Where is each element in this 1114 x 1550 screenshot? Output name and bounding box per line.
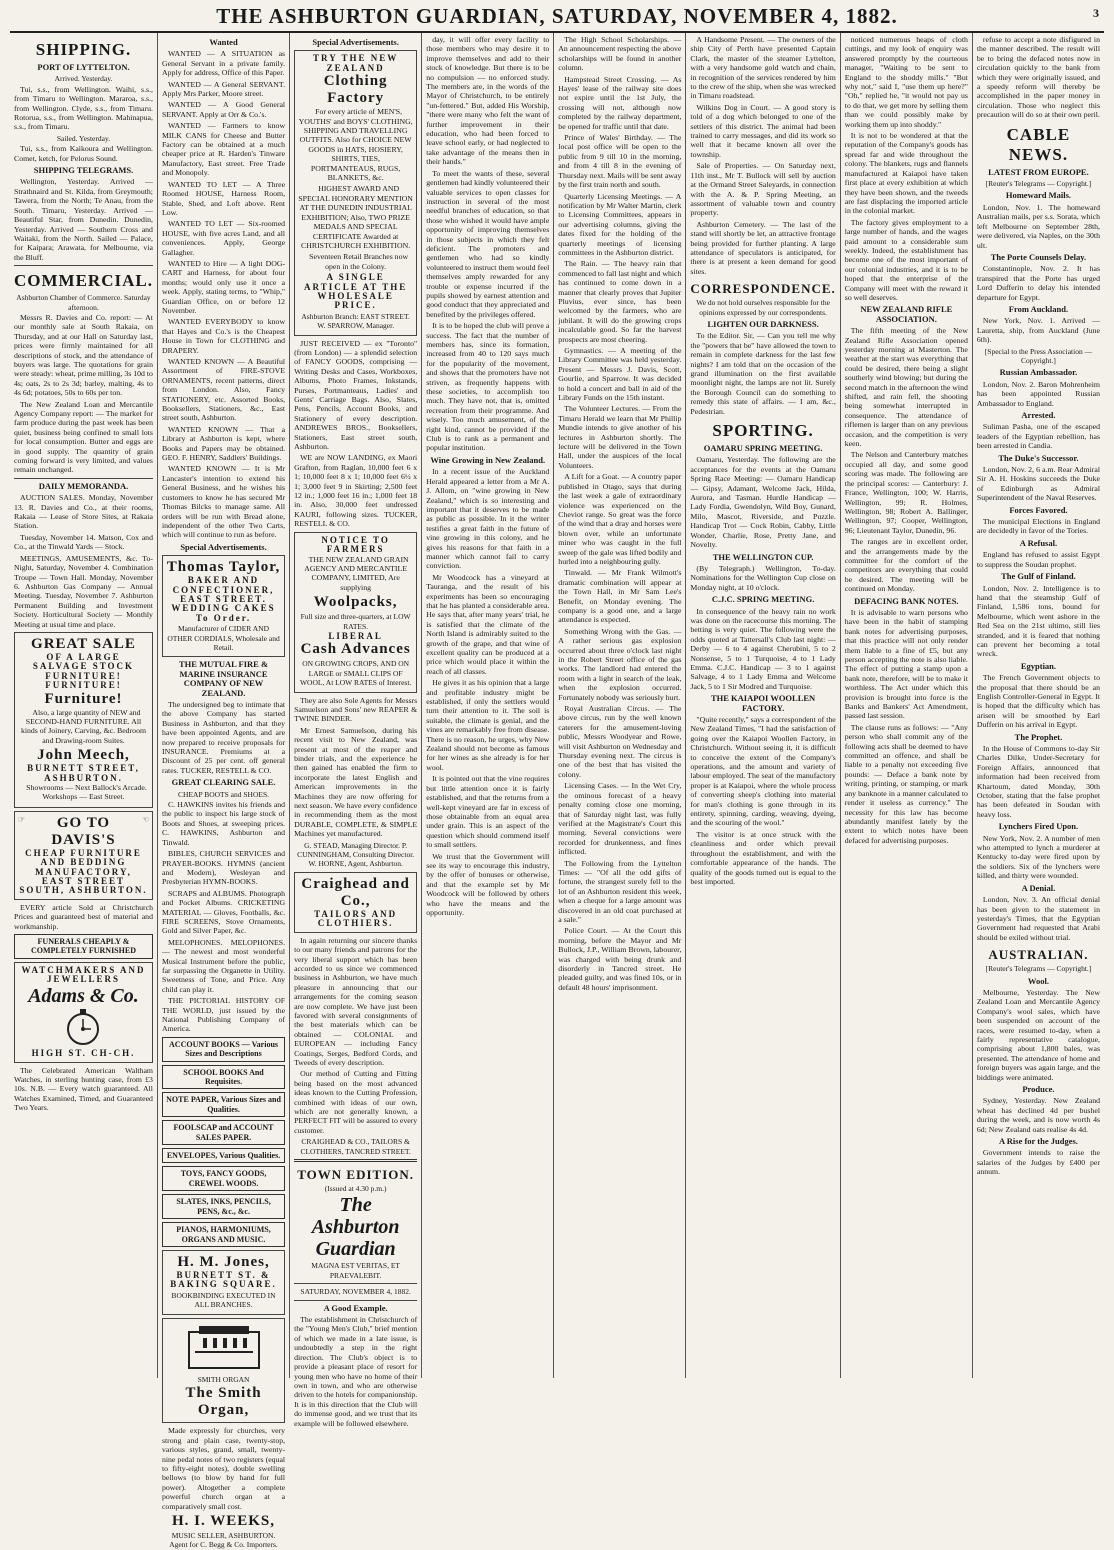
pointing-hand-icon: ☞	[18, 814, 25, 824]
davis-subtitle: CHEAP FURNITURE AND BEDDING MANUFACTORY, EAST STREET SOUTH, ASHBURTON.	[19, 847, 148, 896]
news-item: The Volunteer Lectures. — From the Timaru Herald we learn that Mr Phillip Mundie intends to give another of his lectures in Ashburton shortly. The lecture will be delivered in the Town Hall, under the auspices of the local Volunteers.	[558, 404, 682, 470]
kaiapoi-text-2: The visitor is at once struck with the cleanliness and order which prevail throughout the establishment, and with the comfortable appearance of the hands. The quality of the goods turned out is equal to the best imported.	[690, 829, 836, 886]
daily-memoranda-heading: DAILY MEMORANDA.	[38, 480, 129, 491]
mutual-title: THE MUTUAL FIRE & MARINE INSURANCE COMPANY OF NEW ZEALAND.	[179, 659, 269, 698]
column-8	[973, 33, 1104, 1378]
sale-text: Also, a large quantity of NEW and SECOND-HAND FURNITURE. All kinds of Joinery, Carving, &c. Bedroom and Drawing-room Suites.	[20, 707, 147, 745]
bank-notes-heading: DEFACING BANK NOTES.	[854, 595, 959, 606]
daily-text-1: AUCTION SALES. Monday, November 13. R. Davies and Co., at their rooms, Rakaia — Lease of Store Sites, at Rakaia Station.	[14, 493, 153, 531]
wellington-cup-heading: THE WELLINGTON CUP.	[712, 551, 814, 562]
guardian-motto: MAGNA EST VERITAS, ET PRAEVALEBIT.	[311, 1261, 400, 1280]
telegrams-subheading: SHIPPING TELEGRAMS.	[33, 165, 134, 176]
clothing-title: Clothing Factory	[323, 73, 388, 107]
news-item: The High School Scholarships. — An announcement respecting the above scholarships will be found in another column.	[558, 35, 682, 73]
divider	[294, 1159, 417, 1162]
cash-advances-title: Cash Advances	[300, 641, 411, 658]
news-item: A Handsome Present. — The owners of the ship City of Perth have presented Captain Clark, the master of the steamer Lyttelton, with a very handsome gold watch and chain, in recognition of the services rendered by him to the crew of the ship, when she was wrecked in Timaru roadstead.	[690, 35, 836, 101]
scraps-text: SCRAPS and ALBUMS. Photograph and Pocket Albums. CRICKETING MATERIAL — Gloves, Footballs, &c. FIRE SCREENS, Stove Ornaments, Gold and Silver Paper, &c.	[161, 888, 286, 936]
melophones-text: MELOPHONES. MELOPHONES. — The newest and most wonderful Musical Instrument before the public, far surpassing the Organette in Utility. Sweetness of Tone, and Price. Any child can play it.	[161, 937, 286, 994]
divider	[294, 1283, 417, 1284]
news-item: A Lift for a Goat. — A country paper published in Otago, says that during the last week a gale of extraordinary violence was experienced on the Cheviot range. So great was the force of the wind that a dray and horses were blown over, while an unfortunate miner who was caught in the full sweep of the gale was lifted bodily and hurled into a neighbouring gully.	[558, 472, 682, 566]
note-paper-box: NOTE PAPER, Various Sizes and Qualities.	[162, 1092, 285, 1117]
craighead-text: In again returning our sincere thanks to our many friends and patrons for the very liberal support which has been accorded to us since we commenced business in Ashburton, we have much pleasure in announcing that our arrangements for the coming season are now complete. We have just been favored with several consignments of the best materials which can be obtained — COLONIAL and EUROPEAN — including Fancy Coatings, Serges, Bedford Cords, and Tweeds of every description.	[294, 935, 418, 1067]
cable-subheading: The Porte Counsels Delay.	[990, 251, 1087, 262]
cable-text: London, Nov. 2. Intelligence is to hand that the steamship Gulf of Finland, 1,586 tons, bound for Melbourne, which went ashore in the Red Sea on the 21st ultimo, still lies stranded, and it is feared that nothing can prevent her becoming a total wreck.	[976, 583, 1100, 659]
taylor-trade: BAKER AND CONFECTIONER, EAST STREET.	[172, 575, 275, 604]
article-text: It is to be hoped the club will prove a success. The fact that the number of members has, since its formation, increased from 40 to 120 says much for the popularity of the movement, and shows that the promoters have not striven, as frequently happens with these societies, to accomplish too much. They have not, that is, omitted recreation from their programme. And wisely. Too much amusement, of the right kind, cannot be provided if the Club is to rank as a permanent and popular institution.	[426, 321, 550, 453]
commercial-caption: Ashburton Chamber of Commerce. Saturday afternoon.	[16, 293, 151, 312]
watchmakers-ad	[14, 962, 153, 1063]
daily-text-3: MEETINGS, AMUSEMENTS, &c. To-Night, Saturday, November 4. Combination Troupe — Town Hall. Monday, November 6. Ashburton Gas Company — Annual Meeting. Tuesday, November 7. Ashburton Permanent Building and Investment Society. Horticultural Society — Monthly Meeting at usual time and place.	[14, 553, 153, 629]
adams-logo-text: Adams & Co.	[28, 984, 139, 1007]
newspaper-page	[10, 0, 1104, 1550]
wanted-ad: WANTED — A SITUATION as General Servant in a private family. Apply for address, Office of this Paper.	[161, 49, 286, 78]
australian-caption: [Reuter's Telegrams — Copyright.]	[985, 964, 1092, 974]
rifle-association-heading: NEW ZEALAND RIFLE ASSOCIATION.	[860, 304, 953, 324]
wanted-ad: WANTED KNOWN — A Beautiful Assortment of FIRE-STOVE ORNAMENTS, recent patterns, direct from London. Also, Fancy STATIONERY, etc. Assorted Books, Booksellers, Stationers, &c., East street south, Ashburton.	[161, 357, 286, 423]
cjc-heading: C.J.C. SPRING MEETING.	[711, 594, 815, 605]
watchmakers-address: HIGH ST. CH-CH.	[31, 1048, 136, 1059]
arrivals-text: Tui, s.s., from Wellington. Waihi, s.s., from Timaru to Wellington. Mararoa, s.s., from Wellington. Clyde, s.s., from Timaru. Rotorua, s.s., from Wellington. Mahinapua, s.s., from Timaru.	[14, 84, 153, 132]
special-ads-heading: Special Advertisements.	[312, 37, 399, 47]
organ-label: SMITH ORGAN	[197, 1374, 250, 1384]
meech-text: Showrooms — Next Ballock's Arcade. Workshops — East Street.	[26, 783, 147, 802]
davis-ad	[14, 811, 153, 900]
taylor-name: Thomas Taylor,	[166, 559, 281, 576]
smith-organ-title: The Smith Organ,	[185, 1385, 262, 1419]
davis-go-row	[18, 815, 149, 832]
cable-text: England has refused to assist Egypt to suppress the Soudan prophet.	[976, 550, 1100, 569]
cable-text: London, Nov. 3. An official denial has been given to the statement in yesterday's Times, that the Egyptian Government had requested that Arabi should be exiled without trial.	[976, 895, 1100, 942]
lighten-heading: LIGHTEN OUR DARKNESS.	[707, 318, 819, 329]
kaiapoi-text: "Quite recently," says a correspondent of the New Zealand Times, "I had the satisfaction of going over the Kaiapoi Woollen Factory, in Christchurch. Without seeing it, it is difficult to conceive the extent of the Company's operations, and the amount and variety of labour employed. The seat of the manufactory proper is at Kaiapoi, where the whole process of converting sheep's clothing into material for man's clothing is gone through in its entirety, spinning, carding, weaving, dyeing, and the scouring of the wool."	[690, 715, 836, 828]
oamaru-heading: OAMARU SPRING MEETING.	[703, 443, 823, 454]
cable-subheading: The Duke's Successor.	[998, 452, 1079, 463]
cable-subheading: Egyptian.	[1020, 660, 1057, 671]
mutual-text: The undersigned beg to intimate that the above Company has started Business in Ashburton, and that they have been appointed Agents, and are now prepared to receive proposals for INSURANCE. Premiums at a Discount of 25 per cent. off general rates. TUCKER, RESTELL & CO.	[161, 700, 286, 775]
kaiapoi-heading: THE KAIAPOI WOOLLEN FACTORY.	[710, 693, 816, 713]
article-text: The factory gives employment to a large number of hands, and the wages paid amount to a considerable sum weekly. Indeed, the establishment has become one of the most important of our colonial industries, and it is to be hoped that the enterprise of the Company will meet with the reward it so well deserves.	[844, 217, 968, 302]
clearing-text: C. HAWKINS invites his friends and the public to inspect his large stock of Boots and Shoes, at sweeping prices. C. HAWKINS, Ashburton and Tinwald.	[161, 800, 286, 847]
reuter-caption: [Reuter's Telegrams — Copyright.]	[985, 179, 1092, 189]
wanted-ad: WANTED KNOWN — That a Library at Ashburton is kept, where Books and Papers may be obtained. GEO. F. HENRY, Saddlers' Buildings.	[161, 424, 286, 463]
article-text: To meet the wants of these, several gentlemen had kindly volunteered their valuable services to open classes for instruction in several of the most needful branches of education, so that those who wished it would have ample opportunity of improving themselves in those subjects in which they felt deficient. The promoters and gentlemen who had so kindly volunteered to instruct them would feel themselves amply rewarded for any trouble or expense incurred if the pupils showed by earnest attention and good conduct that they appreciated and benefited by the privileges offered.	[426, 168, 550, 319]
davis-go: GO TO	[56, 814, 111, 831]
taylor-cakes: WEDDING CAKES To Order.	[171, 603, 276, 623]
column-4	[422, 33, 554, 1378]
cable-subheading: The Prophet.	[1014, 731, 1063, 742]
account-books-box: ACCOUNT BOOKS — Various Sizes and Descriptions	[162, 1037, 285, 1062]
clothing-text: For every article of MEN'S, YOUTHS' and BOYS' CLOTHING, SHIPPING AND TRAVELLING OUTFITS. Also for CHOICE NEW GOODS in HATS, HOSIERY, SHIRTS, TIES, PORTMANTEAUS, RUGS, BLANKETS, &c.	[298, 107, 413, 183]
daily-text-2: Tuesday, November 14. Matson, Cox and Co., at the Tinwald Yards — Stock.	[14, 532, 153, 552]
column-2	[158, 33, 290, 1550]
news-item: Something Wrong with the Gas. — A rather serious gas explosion occurred about three o'clock last night in the Robert Street office of the gas works. The landlord had entered the room with a light in search of the leak, when the explosion occurred. Fortunately nobody was seriously hurt.	[558, 626, 682, 702]
town-edition-time: (Issued at 4.30 p.m.)	[324, 1184, 387, 1194]
wine-text: We trust that the Government will see its way to encourage this industry, by the offer of bonuses or otherwise, and that the example set by Mr Woodcock will be followed by others who have the means and the opportunity.	[426, 851, 550, 917]
cash-text: ON GROWING CROPS, AND ON LARGE or SMALL CLIPS OF WOOL, At LOW RATES of Interest.	[299, 659, 412, 688]
guardian-nameplate: The Ashburton Guardian	[311, 1194, 400, 1261]
pointing-hand-icon: ☜	[141, 814, 149, 824]
article-text: day, it will offer every facility to those members who may desire it to improve themselves and add to their stock of knowledge. But there is to be no compulsion — no enforced study. The members are, in the words of the Mayor of Christchurch, to be entirely "un-fettered." But, added His Worship, "there were many who felt the want of further improvement in their education, who had been forced to leave school early, or had neglected to take advantage of the means then in their hands."	[426, 35, 550, 167]
arrived-caption: Arrived. Yesterday.	[54, 74, 113, 84]
special-caption: [Special to the Press Association — Copyright.]	[984, 346, 1093, 365]
divider	[14, 478, 153, 479]
east-branch: Ashburton Branch: EAST STREET. W. SPARROW, Manager.	[301, 311, 410, 331]
wanted-ad: WANTED to Hire — A light DOG-CART and Harness, for about four months; would only use it once a week. Apply, stating terms, to "Whip," Guardian Office, on or before 12 November.	[161, 258, 286, 315]
cable-subheading: Arrested.	[1021, 410, 1056, 420]
landing-text: WE are NOW LANDING, ex Maori Grafton, from Raglan, 10,000 feet 6 x 1; 10,000 feet 8 x 1; 10,000 feet 6½ x 1; 3,000 feet 9 in Skirting; 2,500 feet 12 in.; 1,000 feet 16 in.; 1,000 feet 18 in. Also, 30,000 feet undressed KAURI, following sizes. TUCKER, RESTELL & CO.	[294, 453, 418, 529]
wine-text: He gives it as his opinion that a large and profitable industry might be established, if only the settlers would turn their attention to it. The soil is suitable, the climate is genial, and the vines are remarkably free from disease. There is no reason, he urges, why New Zealand should not become as famous for her wines as she already is for her wool.	[426, 678, 550, 772]
meech-address: BURNETT STREET, ASHBURTON.	[27, 763, 140, 783]
cable-text: London, Nov. 2. Baron Mohrenheim has been appointed Russian Ambassador to England.	[976, 379, 1100, 408]
bank-notes-text-2: The clause runs as follows: — "Any person who shall commit any of the following acts shall be deemed to have committed an offence, and shall be liable to a penalty not exceeding five pounds: — Deface a bank note by writing, printing, or stamping, or mark any banknote in a manner calculated to render it useless as currency." The necessity for this law has become abundantly manifest lately by the extent to which notes have been defaced for advertising purposes.	[844, 722, 968, 845]
pianos-box: PIANOS, HARMONIUMS, ORGANS AND MUSIC.	[162, 1222, 285, 1247]
cable-text: The municipal Elections in England are decidedly in favor of the Tories.	[976, 517, 1100, 536]
craighead-sign: CRAIGHEAD & CO., TAILORS & CLOTHIERS, TANCRED STREET.	[300, 1137, 411, 1156]
organ-engraving-icon	[166, 1322, 281, 1374]
oamaru-text: Oamaru, Yesterday. The following are the acceptances for the events at the Oamaru Spring Race Meeting: — Oamaru Handicap — Gipsy, Adamant, Welcome Jack, Hilda, Aurora, and Tasman. Hurdle Handicap — Lady Fordia, Gwendolyn, Wild Boy, Gunard, Milo, Mascot, Riverside, and Puzzle. Handicap Trot — Cock Robin, Cabby, Little Wonder, Charlie, Rose, Pretty Jane, and Novelty.	[690, 455, 836, 550]
cable-subheading: Produce.	[1022, 1084, 1055, 1094]
taylor-cider: Manufacturer of CIDER AND OTHER CORDIALS, Wholesale and Retail.	[167, 624, 280, 652]
divider	[294, 1300, 417, 1301]
wine-text: Mr Woodcock has a vineyard at Tauranga, and the result of his experiments has been so encouraging that he has planted a considerable area. He says that, after many years' trial, he is satisfied that the climate of the North Island is admirably suited to the growth of the grape, and that wine of excellent quality can be produced at a price which would place it within the reach of all classes.	[426, 572, 550, 676]
cable-subheading: A Rise for the Judges.	[998, 1136, 1078, 1147]
commercial-text-1: Messrs R. Davies and Co. report: — At our monthly sale at South Rakaia, on Thursday, and at our Hall on Saturday last, prices were firmly maintained for all descriptions of stock, and the attendance of buyers was large. The quotations for grain were steady: wheat, prime milling, 3s 10d to 4s; oats, 2s to 2s 3d; barley, malting, 4s to 4s 6d; potatoes, 50s to 60s per ton.	[14, 312, 153, 398]
wanted-ad: WANTED EVERYBODY to know that Hayes and Co.'s is the Cheapest House in Town for CLOTHING and DRAPERY.	[161, 317, 286, 355]
slates-box: SLATES, INKS, PENCILS, PENS, &c., &c.	[162, 1194, 285, 1219]
cable-subheading: Homeward Mails.	[1005, 190, 1072, 201]
single-article: A SINGLE ARTICLE AT THE WHOLESALE PRICE.	[304, 272, 408, 311]
commercial-heading: COMMERCIAL.	[14, 271, 153, 291]
news-item: Ashburton Cemetery. — The last of the stand will shortly be let, an attractive frontage being provided for further planting. A large attendance of speculators is anticipated, for there is at present a keen demand for good sites.	[690, 219, 836, 276]
cable-subheading: Russian Ambassador.	[999, 367, 1078, 378]
cable-subheading: Lynchers Fired Upon.	[998, 821, 1079, 832]
columns	[10, 33, 1104, 1550]
cable-text: Suliman Pasha, one of the escaped leaders of the Egyptian rebellion, has been arrested in Candia.	[976, 422, 1100, 451]
page-number: 3	[1093, 6, 1100, 20]
wine-text: In a recent issue of the Auckland Herald appeared a letter from a Mr A. J. Allom, on "wine growing in New Zealand," which is so interesting and important that it deserves to be made as public as possible. In it the writer testifies a great faith in the future of vine growing in this colony, and he gives his reasons for that faith in a manner which cannot fail to carry conviction.	[426, 467, 550, 571]
stead-text: G. STEAD, Managing Director. P. CUNNINGHAM, Consulting Director. W. HORNE, Agent, Ashburton.	[297, 840, 415, 869]
meech-name: John Meech,	[37, 747, 130, 764]
liberal-text: LIBERAL	[328, 630, 383, 641]
sale-title: GREAT SALE	[31, 635, 136, 652]
notice-text: THE NEW ZEALAND GRAIN AGENCY AND MERCANTILE COMPANY, LIMITED, Are supplying	[304, 554, 409, 592]
cable-text: New York, Nov. 2. A number of men who attempted to lynch a murderer at Kentucky to-day were fired upon by the soldiers. Six of the lynchers were killed, and thirty were wounded.	[976, 833, 1100, 881]
commercial-text-2: The New Zealand Loan and Mercantile Agency Company report: — The market for farm produce during the past week has been quiet, business being confined to small lots for local consumption. Butter and eggs are in good supply. The quantity of grain coming forward is very limited, and values remain unchanged.	[14, 399, 153, 475]
article-text: It is not to be wondered at that the reputation of the Company's goods has spread far and wide throughout the colony. The blankets, rugs and flannels manufactured at Kaiapoi have taken first place at every exhibition at which they have been shown, and the tweeds are fast displacing the imported article in the colonial market.	[844, 131, 968, 216]
wellington-cup-text: (By Telegraph.) Wellington, To-day. Nominations for the Wellington Cup close on Monday night, at 10 o'clock.	[690, 563, 836, 592]
cable-text: Melbourne, Yesterday. The New Zealand Loan and Mercantile Agency Company's wool sales, which have been suspended on account of the races, were resumed to-day, when a fairly representative catalogue, comprising about 1,800 bales, was presented. The attendance of home and foreign buyers was again large, and the biddings were animated.	[976, 987, 1100, 1082]
craighead-ad	[294, 872, 417, 933]
sailed-caption: Sailed. Yesterday.	[56, 133, 111, 143]
article-text: refuse to accept a note disfigured in the manner described. The result will be to bring the defaced notes now in circulation quickly to the bank from which they were originally issued, and a speedy reform will thereby be accomplished in the paper money in circulation. Those who neglect this precaution will do so at their own peril.	[976, 35, 1100, 120]
taylor-ad	[162, 555, 285, 657]
watch-engraving-icon	[18, 1007, 149, 1049]
correspondence-caption: We do not hold ourselves responsible for the opinions expressed by our correspondents.	[696, 298, 830, 317]
news-item: Licensing Cases. — In the Wet Cry, the ominous forecast of a heavy penalty coming close one morning, that of Saturday night last, was fully verified at the Magistrate's Court this morning. Several convictions were recorded for drunkenness, and fines inflicted.	[558, 781, 682, 857]
craighead-text-2: Our method of Cutting and Fitting being based on the most advanced ideas known to the Cutting Profession, combined with ideas of our own, which are not generally known, a PERFECT FIT will be assured to every customer.	[294, 1069, 418, 1135]
wanted-ad: WANTED — Farmers to know MILK CANS for Cheese and Butter Factory can be obtained at a much cheaper price at R. Harden's Tinware Manufactory, East street. Free Trade and Monopoly.	[161, 121, 286, 178]
samuelson-text: Mr Ernest Samuelson, during his recent visit to New Zealand, was present at most of the reaper and binder trials, and the experience he then gained has enabled the firm to incorporate the latest English and American improvements in the Machines they are now offering for next season. We have every confidence in recommending them as the most DURABLE, COMPLETE, & SIMPLE Machines yet manufactured.	[294, 725, 418, 839]
bibles-text: BIBLES, CHURCH SERVICES and PRAYER-BOOKS. HYMNS (ancient and Modern), Wesleyan and Presbyterian HYMN-BOOKS.	[161, 849, 286, 887]
news-item: Gymnastics. — A meeting of the Library Committee was held yesterday. Present — Messrs J. Davis, Scott, Gourlie, and Sparrow. It was decided to hold a concert and ball in aid of the Library Funds on the 15th instant.	[558, 346, 682, 403]
foolscap-box: FOOLSCAP and ACCOUNT SALES PAPER.	[162, 1120, 285, 1145]
port-subheading: PORT OF LYTTELTON.	[37, 62, 130, 72]
special-ads-heading: Special Advertisements.	[180, 541, 267, 552]
davis-text: EVERY article Sold at Christchurch Prices and guaranteed best of material and workmanship.	[14, 902, 153, 931]
davis-title: DAVIS'S	[51, 831, 116, 848]
rifle-text-2: The Nelson and Canterbury matches occupied all day, and some good scoring was made. The following are the principal scores: — Canterbury: J. France, Wellington, 100; W. Harris, Wellington, 99; R. Holmes, Wellington, 98; Robert A. Ballinger, Wellington, 97; Cooper, Wellington, 96; Lieutenant Taylor, Dunedin, 96.	[844, 450, 968, 535]
jones-name: H. M. Jones,	[177, 1253, 270, 1270]
news-item: Prince of Wales' Birthday. — The local post office will be open to the public from 9 till 10 in the morning, and from 4 till 8 in the evening of Thursday next. Mails will be sent away by the first train north and south.	[558, 133, 682, 190]
column-6	[686, 33, 840, 1378]
sporting-heading: SPORTING.	[712, 421, 814, 441]
cable-text: Sydney, Yesterday. New Zealand wheat has declined 4d per bushel during the week, and is now worth 4s 6d; New Zealand oats realise 4s 4d.	[976, 1096, 1100, 1134]
smith-organ-ad	[162, 1318, 285, 1424]
cable-text: The French Government objects to the proposal that there should be an English Controller-General in Egypt. It is hoped that the difficulty which has arisen will be smoothed by Earl Dufferin on his arrival in Egypt.	[976, 673, 1100, 730]
cable-text: London, Nov. 2, 6 a.m. Rear Admiral Sir A. H. Hoskins succeeds the Duke of Edinburgh as Admiral Superintendent of the Naval Reserves.	[976, 465, 1100, 503]
school-books-box: SCHOOL BOOKS And Requisites.	[162, 1065, 285, 1090]
notice-title: NOTICE TO FARMERS	[321, 534, 390, 555]
telegrams-text: Wellington, Yesterday. Arrived — Strathnaird and St. Kilda, from Greymouth; Tawera, from the North; Te Anau, from the South. Timaru, Yesterday. Arrived — Beautiful Star, from Dunedin. Dunedin, Yesterday. Arrived — Southern Cross and Waitaki, from the North. Sailed — Palace, for Kaipara; Arawata, for Melbourne, via the Bluff.	[14, 177, 153, 262]
wanted-ad: WANTED TO LET — Six-roomed HOUSE, with five acres Land, and all conveniences. Apply, George Gallagher.	[161, 219, 286, 257]
good-example-text: The establishment in Christchurch of the "Young Men's Club," brief mention of which we made in a late issue, is undoubtedly a step in the right direction. The Club's object is to provide a pleasant place of resort for young men who have no home of their own in town, and who are otherwise driven to the hotels for companionship. It is in this direction that the Club will do immense good, and we trust that its example will be followed elsewhere.	[294, 1315, 418, 1428]
news-item: Royal Australian Circus. — The above circus, run by the well known caterers for the amusement-loving public, Messrs Woodyear and Rowe, will visit Ashburton on Wednesday and Thursday evening next. The circus is one of the best that has visited the colony.	[558, 704, 682, 779]
funerals-box: FUNERALS CHEAPLY & COMPLETELY FURNISHED	[14, 934, 153, 959]
agents-text: They are also Sole Agents for Messrs Samuelson and Sons' new REAPER & TWINE BINDER.	[294, 695, 418, 724]
jones-bookbinding: BOOKBINDING EXECUTED IN ALL BRANCHES.	[171, 1290, 276, 1310]
salvage-sale-ad	[14, 632, 153, 808]
watch-text: The Celebrated American Waltham Watches, in sterling hunting case, from £3 10s. N.B. — Every watch guaranteed. All Watches Examined, Timed, and Guaranteed Two Years.	[14, 1065, 153, 1113]
news-item: Quarterly Licensing Meetings. — A notification by Mr Walter Martin, clerk to Licensing Committees, appears in our advertising columns, giving the dates fixed for the holding of the quarterly meetings of licensing committees in the Ashburton district.	[558, 191, 682, 257]
award-text: HIGHEST AWARD AND SPECIAL HONORARY MENTION AT THE DUNEDIN INDUSTRIAL EXHIBITION; Also, TWO PRIZE MEDALS AND SPECIAL CERTIFICATE Awarded at CHRISTCHURCH EXHIBITION.	[298, 184, 413, 250]
cable-subheading: Forces Favored.	[1009, 504, 1068, 515]
wanted-ad: WANTED TO LET — A Three Roomed HOUSE, Harness Room, Stable, Shed, and Loft above. Rent Low.	[161, 179, 286, 217]
clothing-factory-ad	[294, 50, 417, 335]
received-text: JUST RECEIVED — ex "Toronto" (from London) — a splendid selection of FANCY GOODS, comprising — Writing Desks and Cases, Workboxes, Albums, Photo Frames, Inkstands, Purses, Portmanteaus, Ladies' and Gents' Carriage Bags. Also, Slates, Pens, Pencils, Account Books, and Stationery of every description. ANDREWES BROS., Booksellers, Stationers, East street south, Ashburton.	[294, 338, 418, 452]
weeks-address: MUSIC SELLER, ASHBURTON. Agent for C. Begg & Co. Importers.	[169, 1531, 278, 1550]
article-text: noticed numerous heaps of cloth cuttings, and my look of enquiry was answered promptly by the courteous manager, "Waiting to be sent to England to the shoddy mills." "But why not," said I, "use them up here?" "Oh," replied he, "it would not pay us to do that, we get more by selling them than we could possibly make by working them up into shoddy."	[844, 35, 968, 129]
cjc-text: In consequence of the heavy rain no work was done on the racecourse this morning. The betting is very quiet. The following were the odds quoted at Tattersall's Club last night: — Derby — 6 to 4 against Cherubini, 5 to 2 Nonsense, 5 to 1 Turquoise, 4 to 1 Lady Emma. C.J.C. Handicap — 3 to 1 against Salvage, 4 to 1 Lady Emma and Welcome Jack, 5 to 1 Sir Modred and Turquoise.	[690, 606, 836, 691]
cable-subheading: Wool.	[1027, 975, 1049, 986]
masthead	[10, 0, 1104, 33]
try-text: TRY THE NEW ZEALAND	[313, 53, 399, 73]
woolpacks-title: Woolpacks,	[313, 594, 398, 611]
sale-line-1: FURNITURE! FURNITURE!	[45, 670, 122, 691]
issue-date: SATURDAY, NOVEMBER 4, 1882.	[300, 1287, 411, 1297]
craighead-title: Craighead and Co.,	[301, 875, 410, 909]
pictorial-text: THE PICTORIAL HISTORY OF THE WORLD, just issued by the National Publishing Company of America.	[161, 996, 286, 1034]
latest-europe-caption: LATEST FROM EUROPE.	[988, 166, 1089, 177]
cable-text: Government intends to raise the salaries of the Judges by £400 per annum.	[976, 1148, 1100, 1177]
branches-text: Seventeen Retail Branches now open in the Colony.	[309, 252, 409, 271]
news-item: Tinwald. — Mr Frank Wilmott's dramatic combination will appear at the Town Hall, in Mr Sam Lee's Benefit, on Monday evening. The company is a good one, and a large attendance is expected.	[558, 568, 682, 625]
craighead-subtitle: TAILORS AND CLOTHIERS.	[314, 908, 398, 929]
cable-text: In the House of Commons to-day Sir Charles Dilke, Under-Secretary for Foreign Affairs, announced that information had been received from Khartoum, dated Monday, 30th October, stating that the false prophet has been defeated in Soudan with heavy loss.	[976, 744, 1100, 819]
news-item: The Rain. — The heavy rain that commenced to fall last night and which has continued to come down in a manner that clearly proves that Jupiter Pluvius, ever since, has been welcomed by the farmers, who are jubilant. It will do the growing crops incalculable good. So far the harvest prospects are most cheering.	[558, 259, 682, 344]
column-5	[554, 33, 686, 1378]
jones-address: BURNETT ST. & BAKING SQUARE.	[170, 1269, 277, 1290]
column-1	[10, 33, 158, 1378]
sale-line-2: Furniture!	[44, 690, 123, 707]
sailed-text: Tui, s.s., from Kaikoura and Wellington. Comet, ketch, for Pelorus Sound.	[14, 144, 153, 163]
wine-text: It is pointed out that the vine requires but little attention once it is fairly established, and that the returns from a well-kept vineyard are far in excess of those obtainable from an equal area under grain. This is an aspect of the question which should commend itself to small settlers.	[426, 774, 550, 850]
rifle-text: The fifth meeting of the New Zealand Rifle Association opened yesterday morning at Masterton. The weather at the start was everything that could be desired, there being a slight southerly wind blowing; but during the second match in the afternoon the wind shifted, and rain fell, the shooting being somewhat interrupted in consequence. The attendance of riflemen is larger than on any previous occasion, and the competition is very keen.	[844, 326, 968, 449]
news-item: Sale of Properties. — On Saturday next, 11th inst., Mr T. Bullock will sell by auction at the Ormand Street Saleyards, in connection with the A. & P. Spring Meeting, an assortment of valuable town and country property.	[690, 161, 836, 218]
masthead-title: THE ASHBURTON GUARDIAN, SATURDAY, NOVEMBER 4, 1882.	[216, 4, 898, 28]
correspondence-heading: CORRESPONDENCE.	[690, 281, 836, 297]
news-item: Hampstead Street Crossing. — As Hayes' lease of the railway site does not expire until the 1st July, the crossing will not, although now completed by the railway department, be opened for traffic until that date.	[558, 74, 682, 131]
watchmakers-title: WATCHMAKERS AND JEWELLERS	[21, 964, 146, 985]
clearing-title: GREAT CLEARING SALE.	[171, 777, 276, 788]
shipping-heading: SHIPPING.	[35, 40, 132, 59]
column-3	[290, 33, 422, 1428]
wanted-heading: Wanted	[209, 37, 238, 47]
weeks-name: H. I. WEEKS,	[172, 1513, 276, 1529]
lighten-text: To the Editor. Sir, — Can you tell me why the "powers that be" have allowed the town to remain in complete darkness for the last few nights? I am told that on the occasion of the grand illumination on the first available moonlight night, the lamps are not lit. Surely the Borough Council can do something to remedy this state of affairs. — I am, &c., Pedestrian.	[690, 331, 836, 416]
clearing-subtitle: CHEAP BOOTS and SHOES.	[178, 789, 270, 799]
cable-text: New York, Nov. 1. Arrived — Lauretta, ship, from Auckland (June 6th).	[976, 316, 1100, 345]
town-edition-heading: TOWN EDITION.	[297, 1167, 415, 1183]
cable-subheading: A Refusal.	[1019, 537, 1058, 548]
woolpacks-text: Full size and three-quarters, at LOW RATES.	[300, 612, 411, 631]
australian-heading: AUSTRALIAN.	[988, 947, 1089, 963]
divider	[14, 265, 153, 266]
news-item: Police Court. — At the Court this morning, before the Mayor and Mr Bullock, J.P., William Brown, labourer, was charged with being drunk and disorderly in Tancred street. He pleaded guilty, and was fined 10s, or in default 48 hours' imprisonment.	[558, 926, 682, 992]
sale-subtitle: OF A LARGE SALVAGE STOCK	[32, 651, 135, 672]
news-item: Wilkins Dog in Court. — A good story is told of a dog which belonged to one of the settlers of this district. The animal had been trained to carry messages, and did its work so well that it became known all over the township.	[690, 102, 836, 159]
cable-text: London, Nov. 1. The homeward Australian mails, per s.s. Sorata, which left Melbourne on September 28th, were delivered, via Naples, on the 30th ult.	[976, 202, 1100, 250]
wanted-ad: WANTED KNOWN — It is Mr Lancaster's intention to extend his General Business, and he wishes his customers to know he has secured Mr Thomas Bilcks to manage same. All orders will be run with Bread alone, independent of the other Two Carts, which will continue to run as before.	[161, 464, 286, 540]
wine-growing-heading: Wine Growing in New Zealand.	[430, 454, 546, 465]
rifle-text-3: The ranges are in excellent order, and the arrangements made by the committee for the comfort of the competitors are everything that could be desired. The meeting will be continued on Monday.	[844, 537, 968, 594]
cable-text: Constantinople, Nov. 2. It has transpired that the Porte has urged Lord Dufferin to delay his intended departure for Egypt.	[976, 264, 1100, 302]
grain-agency-ad	[294, 532, 417, 693]
cable-news-heading: CABLE NEWS.	[1006, 124, 1071, 164]
cable-subheading: The Gulf of Finland.	[1001, 571, 1076, 582]
wanted-ad: WANTED — A General SERVANT. Apply Mrs Parker, Moore street.	[161, 79, 286, 99]
envelopes-box: ENVELOPES, Various Qualities.	[162, 1148, 285, 1163]
cable-subheading: A Denial.	[1021, 882, 1056, 893]
bank-notes-text: It is advisable to warn persons who have been in the habit of stamping bank notes for advertising purposes, that this practice will not only render them liable to a fine of £5, but any person accepting the note is also liable. The effect of putting a stamp upon a bank note, therefore, will be to make it worthless. The Act under which this provision is brought into force is the Banks and Bankers' Act Amendment, passed last session.	[844, 607, 968, 721]
toys-box: TOYS, FANCY GOODS, CREWEL WOODS.	[162, 1166, 285, 1191]
good-example-heading: A Good Example.	[323, 1302, 388, 1313]
cable-subheading: From Auckland.	[1008, 303, 1069, 314]
news-item: The Following from the Lyttelton Times: — "Of all the odd gifts of fortune, the strangest surely fell to the lot of an Ashburton resident this week, when a cheque for a large amount was discovered in an old coat purchased at a sale."	[558, 858, 682, 924]
smith-organ-text: Made expressly for churches, very strong and plain case, twenty-stop, various styles, grand, small, twenty-nine pedal notes of two registers (equal to fifty-eight notes), double swelling bellows (to blow by hand for full power). Altogether a complete powerful church organ at a comparatively small cost.	[161, 1426, 286, 1511]
jones-ad	[162, 1250, 285, 1315]
wanted-ad: WANTED — A Good General SERVANT. Apply at Orr & Co.'s.	[161, 100, 286, 119]
column-7	[841, 33, 973, 1378]
